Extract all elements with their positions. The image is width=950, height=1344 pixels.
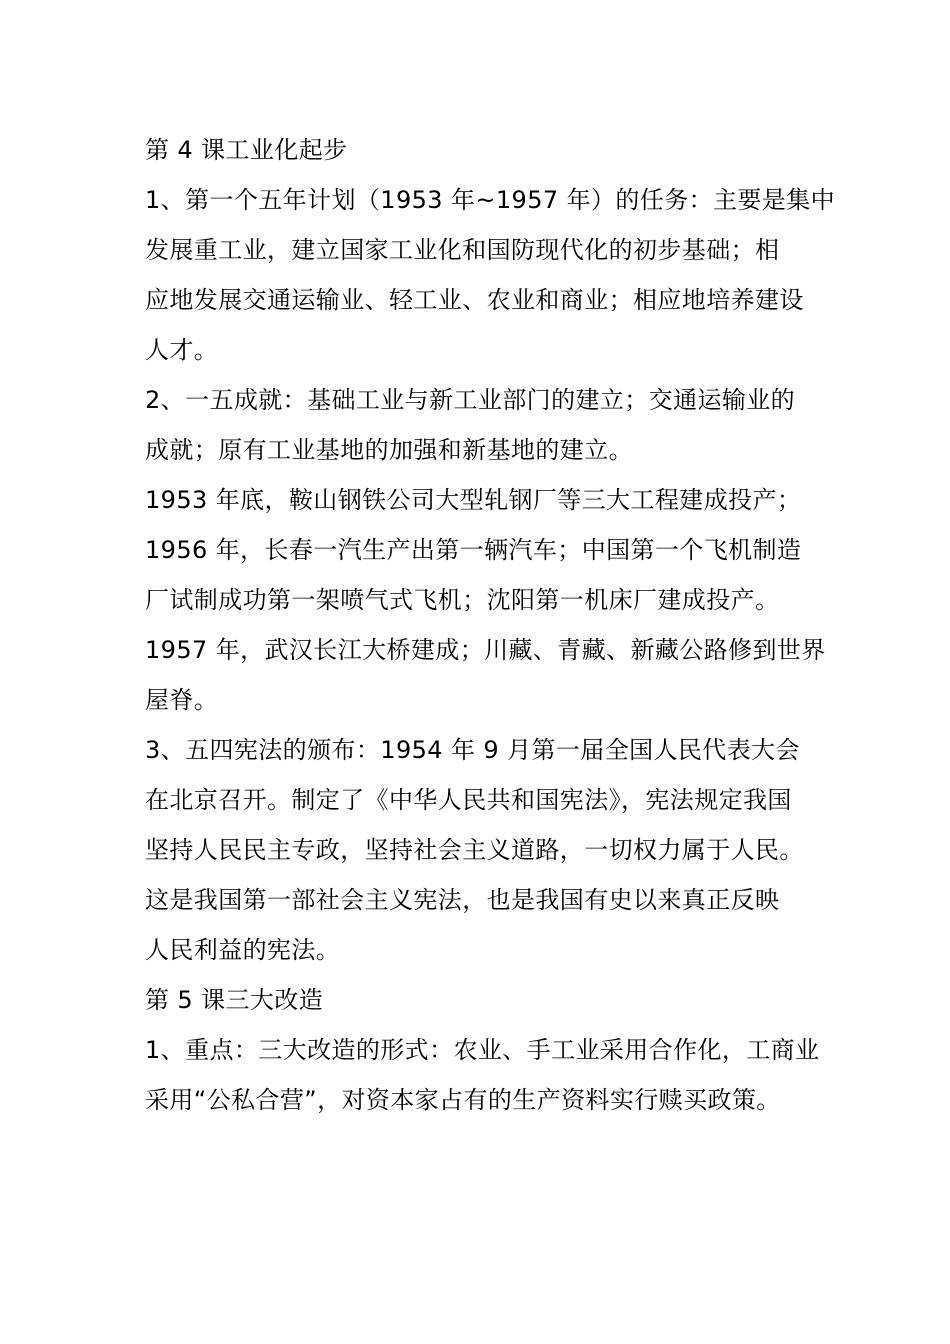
text-line: 人民利益的宪法。: [145, 936, 341, 964]
text-line: 屋脊。: [145, 686, 219, 714]
text-line: 厂试制成功第一架喷气式飞机；沈阳第一机床厂建成投产。: [145, 586, 780, 614]
text-line: 2、一五成就：基础工业与新工业部门的建立；交通运输业的: [145, 386, 796, 414]
text-line: 人才。: [145, 336, 219, 364]
text-line: 1957 年，武汉长江大桥建成；川藏、青藏、新藏公路修到世界: [145, 636, 826, 664]
text-line: 这是我国第一部社会主义宪法，也是我国有史以来真正反映: [145, 886, 780, 914]
text-line: 在北京召开。制定了《中华人民共和国宪法》，宪法规定我国: [145, 786, 792, 814]
lesson-4-heading: 第 4 课工业化起步: [145, 136, 348, 164]
text-line: 1、重点：三大改造的形式：农业、手工业采用合作化，工商业: [145, 1036, 820, 1064]
text-line: 采用“公私合营”，对资本家占有的生产资料实行赎买政策。: [145, 1086, 781, 1114]
text-line: 1、第一个五年计划（1953 年~1957 年）的任务：主要是集中: [145, 186, 835, 214]
lesson-5-heading: 第 5 课三大改造: [145, 986, 324, 1014]
text-line: 1956 年，长春一汽生产出第一辆汽车；中国第一个飞机制造: [145, 536, 802, 564]
text-line: 3、五四宪法的颁布：1954 年 9 月第一届全国人民代表大会: [145, 736, 800, 764]
text-line: 1953 年底，鞍山钢铁公司大型轧钢厂等三大工程建成投产；: [145, 486, 802, 514]
text-line: 成就；原有工业基地的加强和新基地的建立。: [145, 436, 633, 464]
text-line: 发展重工业，建立国家工业化和国防现代化的初步基础；相: [145, 236, 780, 264]
text-line: 坚持人民民主专政，坚持社会主义道路，一切权力属于人民。: [145, 836, 804, 864]
text-line: 应地发展交通运输业、轻工业、农业和商业；相应地培养建设: [145, 286, 804, 314]
